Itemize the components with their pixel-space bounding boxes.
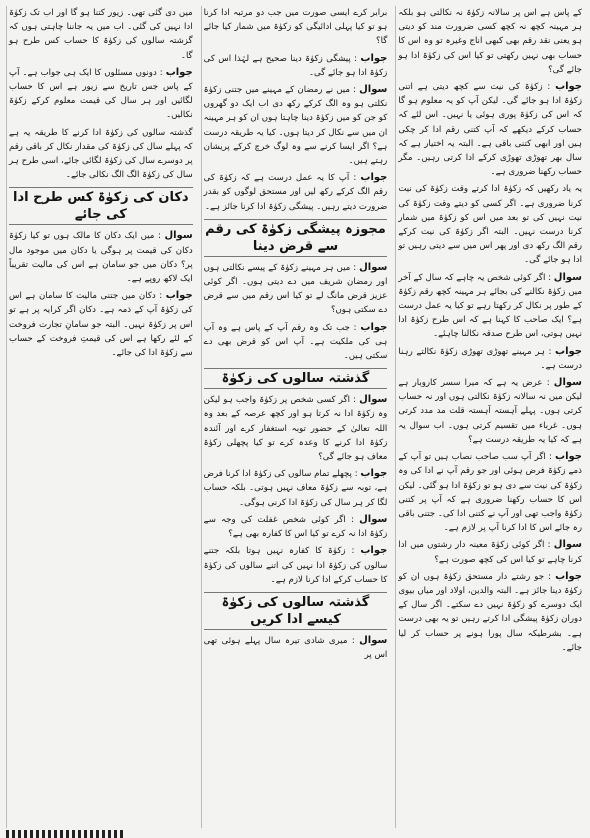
answer-label: جواب <box>165 66 193 78</box>
question-label: سوال <box>359 394 388 406</box>
text-paragraph <box>9 6 193 63</box>
body-text: میں نے رمضان کے مہینے میں جتنی زکوٰۃ نکلتی ہو وہ الگ کرکے رکھ دی اب ایک دو گھروں کو جن کو میں زکوٰۃ دینا چاہتا ہوں ان کو ہر مہینہ ان میں سے نکال کر دیتا ہوں۔ کیا یہ طریقہ درست ہے؟ اگر ایسا کرنے سے وہ لوگ خرچ کرکے پریشان رہتے ہیں۔ <box>203 85 388 167</box>
answer-label: جواب <box>555 451 582 463</box>
question-label: سوال <box>164 230 193 242</box>
section-heading: گذشتہ سالوں کی زکوٰۃ کیسے ادا کریں <box>204 592 388 630</box>
qa-paragraph: جواب : ہر مہینے تھوڑی تھوڑی زکوٰۃ نکالتے رہنا درست ہے۔ <box>398 345 582 371</box>
question-label: سوال <box>553 539 583 551</box>
body-text: آپ کا یہ عمل درست ہے کہ زکوٰۃ کی رقم الگ کرکے رکھ لیں اور مستحق لوگوں کو بقدر ضرورت دیتے رہیں۔ پیشگی زکوٰۃ ادا کرنا جائز ہے۔ <box>203 173 388 212</box>
body-text: پچھلے تمام سالوں کی زکوٰۃ ادا کرنا فرض ہے، توبہ سے زکوٰۃ معاف نہیں ہوتی۔ بلکہ حساب لگا کر ہر سال کی زکوٰۃ ادا کرنی ہوگی۔ <box>203 469 388 508</box>
text-paragraph <box>9 126 193 183</box>
qa-paragraph: سوال : اگر کوئی شخص غفلت کی وجہ سے زکوٰۃ ادا نہ کرے تو کیا اس کا کفارہ بھی ہے؟ <box>203 513 388 540</box>
qa-paragraph: جواب : زکوٰۃ کا کفارہ نہیں ہوتا بلکہ جتنے سالوں کی زکوٰۃ ادا نہیں کی اتنے سالوں کی زکوٰۃ کا حساب کرکے ادا کرنا لازم ہے۔ <box>203 545 388 585</box>
body-text: جو رشتے دار مستحق زکوٰۃ ہوں ان کو زکوٰۃ دینا جائز ہے۔ البتہ والدین، اولاد اور میاں بیوی ایک دوسرے کو زکوٰۃ نہیں دے سکتے۔ اگر سال کے دوران زکوٰۃ پیشگی ادا کرتے رہیں تو یہ بھی درست ہے۔ بشرطیکہ سال پورا ہونے پر حساب کر لیا جائے۔ <box>398 571 582 653</box>
body-text: جب تک وہ رقم آپ کے پاس ہے وہ آپ ہی کی ملکیت ہے۔ آپ اس کو قرض بھی دے سکتی ہیں۔ <box>203 322 388 362</box>
text-paragraph <box>398 182 582 267</box>
body-text: زکوٰۃ کا کفارہ نہیں ہوتا بلکہ جتنے سالوں کی زکوٰۃ ادا نہیں کی اتنے سالوں کی زکوٰۃ کا حساب کرکے ادا کرنا لازم ہے۔ <box>203 546 388 585</box>
qa-paragraph: سوال : میں ایک دکان کا مالک ہوں تو کیا زکوٰۃ دکان کی قیمت پر ہوگی یا دکان میں موجود مال پر؟ دکان میں جو سامان ہے اس کی مالیت تقریباً ایک لاکھ روپے ہے۔ <box>8 230 193 285</box>
body-text: عرض یہ ہے کہ میرا سسر کاروبار ہے لیکن میں نہ سالانہ زکوٰۃ نکالتی ہوں اور نہ حساب کرتی ہوں۔ پہلے آہستہ آہستہ قلت مد مدد کرتی ہوں۔ غرباء میں تقسیم کرتی ہوں۔ اب سوال یہ ہے کہ کیا یہ طریقہ درست ہے؟ <box>398 378 582 445</box>
text-paragraph <box>204 6 388 49</box>
footer-strip <box>6 830 126 838</box>
text-paragraph <box>398 6 582 77</box>
question-label: سوال <box>553 377 583 389</box>
column-middle <box>201 6 390 828</box>
qa-paragraph: سوال : اگر کوئی زکوٰۃ معینہ دار رشتوں میں ادا کرنا چاہے تو کیا اس کی کچھ صورت ہے؟ <box>398 539 583 565</box>
qa-paragraph: سوال : میں ہر مہینے زکوٰۃ کے پیسے نکالتی ہوں اور رمضان شریف میں دے دیتی ہوں۔ اگر کوئی عزیز قرض مانگ لے تو کیا اس رقم میں سے قرض دے سکتی ہوں؟ <box>203 261 388 316</box>
answer-label: جواب <box>555 570 583 582</box>
body-text: میں ہر مہینے زکوٰۃ کے پیسے نکالتی ہوں اور رمضان شریف میں دے دیتی ہوں۔ اگر کوئی عزیز قرض مانگ لے تو کیا اس رقم میں سے قرض دے سکتی ہوں؟ <box>203 262 388 316</box>
question-label: سوال <box>553 271 582 283</box>
answer-label: جواب <box>360 52 388 64</box>
body-text: دونوں مسئلوں کا ایک ہی جواب ہے۔ آپ کے پاس جس تاریخ سے زیور ہے اس کا حساب لگائیں اور ہر سال کی قیمت معلوم کرکے زکوٰۃ نکالیں۔ <box>8 67 193 121</box>
body-text: اگر کسی شخص پر زکوٰۃ واجب ہو لیکن وہ زکوٰۃ ادا نہ کرتا ہو اور کچھ عرصہ کے بعد وہ اللہ تعالیٰ کے حضور توبہ استغفار کرے اور آئندہ زکوٰۃ ادا کرنے کا وعدہ کرے تو کیا پچھلی زکوٰۃ معاف ہو جائے گی؟ <box>203 395 388 463</box>
qa-paragraph: جواب : دکان میں جتنی مالیت کا سامان ہے اس کی زکوٰۃ آپ کے ذمہ ہے۔ دکان اگر کرایہ پر ہے تو اس پر زکوٰۃ نہیں۔ البتہ جو سامانِ تجارت فروخت کے لئے رکھا ہے اس کی قیمتِ فروخت کے حساب سے زکوٰۃ ادا کی جائے۔ <box>8 290 193 359</box>
body-text: کے پاس ہے اس پر سالانہ زکوٰۃ نہ نکالتی ہو بلکہ ہر مہینہ کچھ نہ کچھ کسی ضرورت مند کو دیتی ہو یعنی نقد رقم بھی کبھی اناج وغیرہ تو وہ اس کا حساب بھی نہیں رکھتی تو کیا اس کی زکوٰۃ ادا ہو جائے گی؟ <box>398 8 582 75</box>
body-text: میری شادی تیرہ سال پہلے ہوئی تھی اس پر <box>203 635 388 661</box>
qa-paragraph: جواب : جو رشتے دار مستحق زکوٰۃ ہوں ان کو زکوٰۃ دینا جائز ہے۔ البتہ والدین، اولاد اور میاں بیوی ایک دوسرے کو زکوٰۃ نہیں دے سکتے۔ اگر سال کے دوران زکوٰۃ پیشگی ادا کرتے رہیں تو یہ بھی درست ہے۔ بشرطیکہ سال پورا ہونے پر حساب کر لیا جائے۔ <box>398 570 583 653</box>
qa-paragraph: جواب : پچھلے تمام سالوں کی زکوٰۃ ادا کرنا فرض ہے، توبہ سے زکوٰۃ معاف نہیں ہوتی۔ بلکہ حساب لگا کر ہر سال کی زکوٰۃ ادا کرنی ہوگی۔ <box>203 468 388 508</box>
body-text: اگر کوئی شخص یہ چاہے کہ سال کے آخر میں زکوٰۃ نکالنے کی بجائے ہر مہینہ کچھ رقم زکوٰۃ کے طور پر نکال کر رکھتا رہے تو کیا یہ عمل درست ہے؟ ایک صاحب کا کہنا ہے کہ اس طرح زکوٰۃ ادا نہیں ہوتی، اس طرح صدقہ نکالنا چاہئے۔ <box>398 272 582 340</box>
body-text: برابر کرے ایسی صورت میں جب دو مرتبہ ادا کرنا ہو تو کیا پہلی ادائیگی کو زکوٰۃ میں شمار کیا جائے گا؟ <box>203 8 388 47</box>
qa-paragraph: جواب : پیشگی زکوٰۃ دینا صحیح ہے لہٰذا اس کی زکوٰۃ ادا ہو جائے گی۔ <box>203 52 388 78</box>
answer-label: جواب <box>165 290 193 302</box>
section-heading: گذشتہ سالوں کی زکوٰۃ <box>204 368 388 389</box>
qa-paragraph: جواب : اگر آپ سب صاحب نصاب ہیں تو آپ کے ذمے زکوٰۃ فرض ہوئی اور جو رقم آپ نے ادا کی وہ زکوٰۃ کی نیت سے دی ہو تو زکوٰۃ ادا ہو گئی۔ لیکن اس کا حساب رکھنا ضروری ہے کہ آپ پر کتنی زکوٰۃ واجب تھی اور آپ نے کتنی ادا کی۔ جتنی باقی رہ جائے اس کا ادا کرنا آپ پر لازم ہے۔ <box>398 451 582 534</box>
body-text: اگر آپ سب صاحب نصاب ہیں تو آپ کے ذمے زکوٰۃ فرض ہوئی اور جو رقم آپ نے ادا کی وہ زکوٰۃ کی نیت سے دی ہو تو زکوٰۃ ادا ہو گئی۔ لیکن اس کا حساب رکھنا ضروری ہے کہ آپ پر کتنی زکوٰۃ واجب تھی اور آپ نے کتنی ادا کی۔ جتنی باقی رہ جائے اس کا ادا کرنا آپ پر لازم ہے۔ <box>398 452 582 534</box>
section-heading: دکان کی زکوٰۃ کس طرح ادا کی جائے <box>9 187 193 225</box>
body-text: زکوٰۃ کی نیت سے کچھ دیتی ہے اتنی زکوٰۃ ادا ہو جائے گی۔ لیکن آپ کو یہ معلوم ہو گا کہ اس کی زکوٰۃ پوری ہوئی یا نہیں۔ اس لئے کہ حساب کرکے دیکھے کہ آپ کتنی رقم ادا کر چکی ہیں اور ابھی کتنی باقی ہے۔ البتہ یہ اختیار ہے کہ سال بھر تھوڑی تھوڑی کرکے ادا کرتی رہیں۔ مگر حساب رکھنا ضروری ہے۔ <box>398 82 582 178</box>
column-left <box>6 6 195 828</box>
qa-paragraph: سوال : عرض یہ ہے کہ میرا سسر کاروبار ہے لیکن میں نہ سالانہ زکوٰۃ نکالتی ہوں اور نہ حساب کرتی ہوں۔ پہلے آہستہ آہستہ قلت مد مدد کرتی ہوں۔ غرباء میں تقسیم کرتی ہوں۔ اب سوال یہ ہے کہ کیا یہ طریقہ درست ہے؟ <box>398 377 583 445</box>
question-label: سوال <box>359 513 388 525</box>
answer-label: جواب <box>555 345 582 357</box>
body-text: گذشتہ سالوں کی زکوٰۃ ادا کرنے کا طریقہ یہ ہے کہ پہلے سال کی زکوٰۃ کی مقدار نکال کر باقی رقم پر دوسرے سال کی زکوٰۃ لگائی جائے، اسی طرح ہر سال کی زکوٰۃ الگ الگ نکالی جائے۔ <box>8 127 193 181</box>
question-label: سوال <box>359 634 388 646</box>
body-text: میں ایک دکان کا مالک ہوں تو کیا زکوٰۃ دکان کی قیمت پر ہوگی یا دکان میں موجود مال پر؟ دکان میں جو سامان ہے اس کی مالیت تقریباً ایک لاکھ روپے ہے۔ <box>8 231 193 285</box>
qa-paragraph: جواب : دونوں مسئلوں کا ایک ہی جواب ہے۔ آپ کے پاس جس تاریخ سے زیور ہے اس کا حساب لگائیں اور ہر سال کی قیمت معلوم کرکے زکوٰۃ نکالیں۔ <box>8 66 193 121</box>
qa-paragraph: سوال : میں نے رمضان کے مہینے میں جتنی زکوٰۃ نکلتی ہو وہ الگ کرکے رکھ دی اب ایک دو گھروں کو جن کو میں زکوٰۃ دینا چاہتا ہوں ان کو ہر مہینہ ان میں سے نکال کر دیتا ہوں۔ کیا یہ طریقہ درست ہے؟ اگر ایسا کرنے سے وہ لوگ خرچ کرکے پریشان رہتے ہیں۔ <box>203 84 388 167</box>
body-text: میں دی گئی تھی۔ زیور کتنا ہو گا اور اب تک زکوٰۃ ادا نہیں کی گئی۔ اب میں یہ جاننا چاہتی ہوں کہ گزشتہ سالوں کی زکوٰۃ کا حساب کس طرح ہو گا۔ <box>8 8 193 61</box>
qa-paragraph: جواب : زکوٰۃ کی نیت سے کچھ دیتی ہے اتنی زکوٰۃ ادا ہو جائے گی۔ لیکن آپ کو یہ معلوم ہو گا کہ اس کی زکوٰۃ پوری ہوئی یا نہیں۔ اس لئے کہ حساب کرکے دیکھے کہ آپ کتنی رقم ادا کر چکی ہیں اور ابھی کتنی باقی ہے۔ البتہ یہ اختیار ہے کہ سال بھر تھوڑی تھوڑی کرکے ادا کرتی رہیں۔ مگر حساب رکھنا ضروری ہے۔ <box>398 81 583 178</box>
body-text: یہ یاد رکھیں کہ زکوٰۃ ادا کرتے وقت زکوٰۃ کی نیت کرنا ضروری ہے۔ اگر کسی کو دیتے وقت زکوٰۃ کی نیت نہیں کی تو بعد میں اس کو زکوٰۃ میں شمار کرنا درست نہیں۔ البتہ اگر زکوٰۃ کی نیت کرکے رقم الگ رکھ دی اور پھر اس میں سے دیتی رہیں تو ادا ہو جائے گی۔ <box>398 184 582 266</box>
answer-label: جواب <box>360 468 388 480</box>
body-text: دکان میں جتنی مالیت کا سامان ہے اس کی زکوٰۃ آپ کے ذمہ ہے۔ دکان اگر کرایہ پر ہے تو اس پر زکوٰۃ نہیں۔ البتہ جو سامانِ تجارت فروخت کے لئے رکھا ہے اس کی قیمتِ فروخت کے حساب سے زکوٰۃ ادا کی جائے۔ <box>8 291 193 359</box>
qa-paragraph: جواب : آپ کا یہ عمل درست ہے کہ زکوٰۃ کی رقم الگ کرکے رکھ لیں اور مستحق لوگوں کو بقدر ضرورت دیتے رہیں۔ پیشگی زکوٰۃ ادا کرنا جائز ہے۔ <box>203 172 388 212</box>
answer-label: جواب <box>360 321 388 333</box>
body-text: ہر مہینے تھوڑی تھوڑی زکوٰۃ نکالتے رہنا درست ہے۔ <box>398 346 582 371</box>
body-text: اگر کوئی شخص غفلت کی وجہ سے زکوٰۃ ادا نہ کرے تو کیا اس کا کفارہ بھی ہے؟ <box>203 514 388 540</box>
qa-paragraph: جواب : جب تک وہ رقم آپ کے پاس ہے وہ آپ ہی کی ملکیت ہے۔ آپ اس کو قرض بھی دے سکتی ہیں۔ <box>203 321 388 362</box>
question-label: سوال <box>359 261 388 273</box>
body-text: اگر کوئی زکوٰۃ معینہ دار رشتوں میں ادا کرنا چاہے تو کیا اس کی کچھ صورت ہے؟ <box>398 540 582 565</box>
qa-paragraph: سوال : اگر کسی شخص پر زکوٰۃ واجب ہو لیکن وہ زکوٰۃ ادا نہ کرتا ہو اور کچھ عرصہ کے بعد وہ اللہ تعالیٰ کے حضور توبہ استغفار کرے اور آئندہ زکوٰۃ ادا کرنے کا وعدہ کرے تو کیا پچھلی زکوٰۃ معاف ہو جائے گی؟ <box>203 394 388 463</box>
qa-paragraph: سوال : میری شادی تیرہ سال پہلے ہوئی تھی اس پر <box>203 634 388 661</box>
body-text: پیشگی زکوٰۃ دینا صحیح ہے لہٰذا اس کی زکوٰۃ ادا ہو جائے گی۔ <box>203 53 388 78</box>
answer-label: جواب <box>555 81 583 93</box>
answer-label: جواب <box>360 172 388 184</box>
column-right <box>395 6 584 828</box>
section-heading: مجوزہ پیشگی زکوٰۃ کی رقم سے قرض دینا <box>204 219 388 257</box>
answer-label: جواب <box>360 545 388 557</box>
question-label: سوال <box>359 84 388 96</box>
qa-paragraph: سوال : اگر کوئی شخص یہ چاہے کہ سال کے آخر میں زکوٰۃ نکالنے کی بجائے ہر مہینہ کچھ رقم زکوٰۃ کے طور پر نکال کر رکھتا رہے تو کیا یہ عمل درست ہے؟ ایک صاحب کا کہنا ہے کہ اس طرح زکوٰۃ ادا نہیں ہوتی، اس طرح صدقہ نکالنا چاہئے۔ <box>398 271 582 340</box>
